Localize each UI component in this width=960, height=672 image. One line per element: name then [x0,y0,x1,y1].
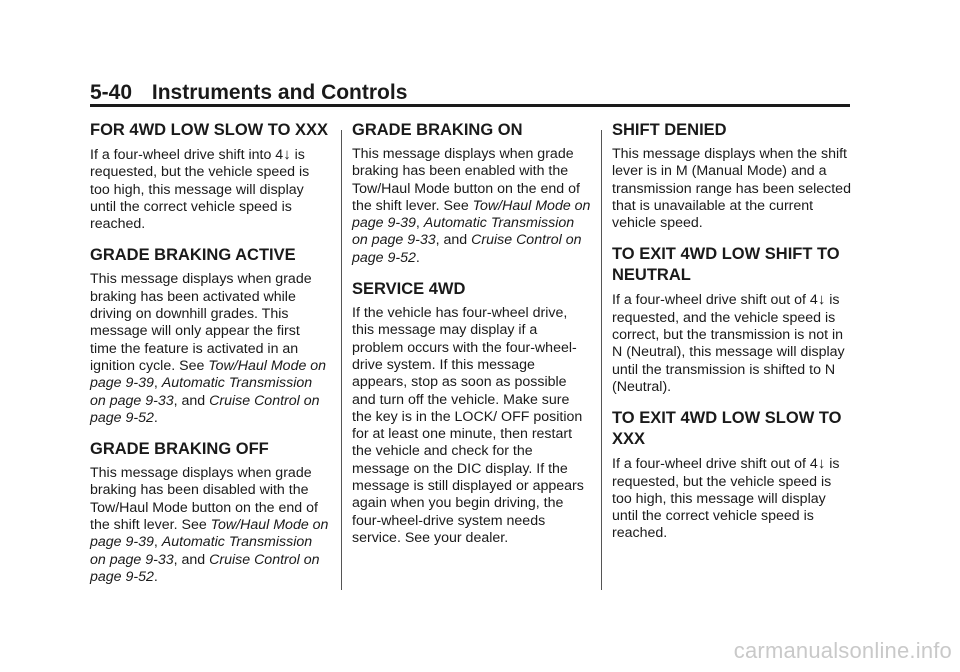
cross-reference-link[interactable]: Cruise Control on page 9-52 [90,392,320,426]
column-divider [601,130,602,590]
section-heading: FOR 4WD LOW SLOW TO XXX [90,121,329,139]
watermark: carmanualsonline.info [733,638,952,663]
section-heading: GRADE BRAKING OFF [90,440,269,459]
section-grade-braking-on [352,120,592,267]
column-2 [352,120,592,559]
cross-reference-link[interactable]: Tow/Haul Mode on page 9-39 [352,197,591,232]
cross-reference-link[interactable]: Tow/Haul Mode on page 9-39 [90,357,327,392]
cross-reference-link[interactable]: Automatic Transmission on page 9-33 [90,534,313,568]
separator: , [415,215,424,232]
low-range-arrow-icon: ↓ [817,291,826,309]
cross-reference-link[interactable]: Automatic Transmission on page 9-33 [352,215,575,249]
section-body [612,455,852,542]
column-3 [612,120,852,555]
header-rule [90,104,850,107]
body-text: is requested, and the vehicle speed is correct, but the transmission is not in N (Neutral), this message will display until the transmission is shifted to N (Neutral). [612,292,845,395]
section-heading: TO EXIT 4WD LOW SLOW TO XXX [612,409,842,449]
chapter-title: Instruments and Controls [151,81,408,104]
separator: , [153,375,162,392]
section-heading: SHIFT DENIED [612,121,727,139]
section-heading: SERVICE 4WD [352,280,466,299]
section-body: This message displays when the shift lever is in M (Manual Mode) and a transmission range has been selected that is unavailable at the current vehicle speed. [612,146,851,232]
section-grade-braking-off [90,439,330,586]
separator: . [153,409,158,426]
cross-reference-link[interactable]: Tow/Haul Mode on page 9-39 [90,517,329,551]
body-text: If a four-wheel drive shift into 4 [90,147,284,163]
section-heading: GRADE BRAKING ON [352,121,523,139]
separator: , [153,534,162,551]
body-text: If a four-wheel drive shift out of 4 [612,292,818,309]
cross-reference-link[interactable]: Cruise Control on page 9-52 [352,232,582,266]
section-body [352,146,592,267]
page-number: 5-40 [90,81,133,104]
separator: , and [173,392,210,409]
separator: . [153,568,158,585]
section-body [90,465,330,586]
body-text: is requested, but the vehicle speed is too high, this message will display until the correct vehicle speed is reached. [612,456,840,542]
section-exit-4wd-low-slow [612,408,852,542]
body-text: This message displays when grade braking has been enabled with the Tow/Haul Mode button on the end of the shift lever. See [352,146,580,214]
section-grade-braking-active [90,245,330,427]
separator: , and [435,232,472,249]
body-text: This message displays when grade braking has been activated while driving on downhill grades. This message will only appear the first time the feature is activated in an ignition cycle. See [90,271,312,374]
section-body [90,271,330,427]
separator: , and [173,551,210,568]
section-body [90,146,330,233]
column-divider [341,130,342,590]
section-4wd-low-slow [90,120,330,233]
low-range-arrow-icon: ↓ [283,146,291,163]
cross-reference-link[interactable]: Cruise Control on page 9-52 [90,551,320,585]
column-1 [90,120,330,598]
body-text: is requested, but the vehicle speed is too high, this message will display until the correct vehicle speed is reached. [90,147,310,233]
low-range-arrow-icon: ↓ [817,455,826,473]
body-text: This message displays when grade braking has been disabled with the Tow/Haul Mode button on the end of the shift lever. See [90,465,318,534]
section-service-4wd [352,279,592,547]
section-heading: GRADE BRAKING ACTIVE [90,246,296,265]
separator: . [415,249,420,266]
section-body [612,291,852,396]
section-shift-denied [612,120,852,232]
section-heading: TO EXIT 4WD LOW SHIFT TO NEUTRAL [612,245,840,285]
body-text: If a four-wheel drive shift out of 4 [612,456,818,473]
cross-reference-link[interactable]: Automatic Transmission on page 9-33 [90,375,313,409]
page-header [90,80,850,106]
section-exit-4wd-low-neutral [612,244,852,396]
section-body: If the vehicle has four-wheel drive, this message may display if a problem occurs with the four-wheel-drive system. If this message appears, stop as soon as possible and turn off the vehicle. Make sure the key is in the LOCK/ OFF position for at least one minute, then restart the vehicle and check for the message on the DIC display. If the message is still displayed or appears again when you begin driving, the four-wheel-drive system needs service. See your dealer. [352,305,584,546]
